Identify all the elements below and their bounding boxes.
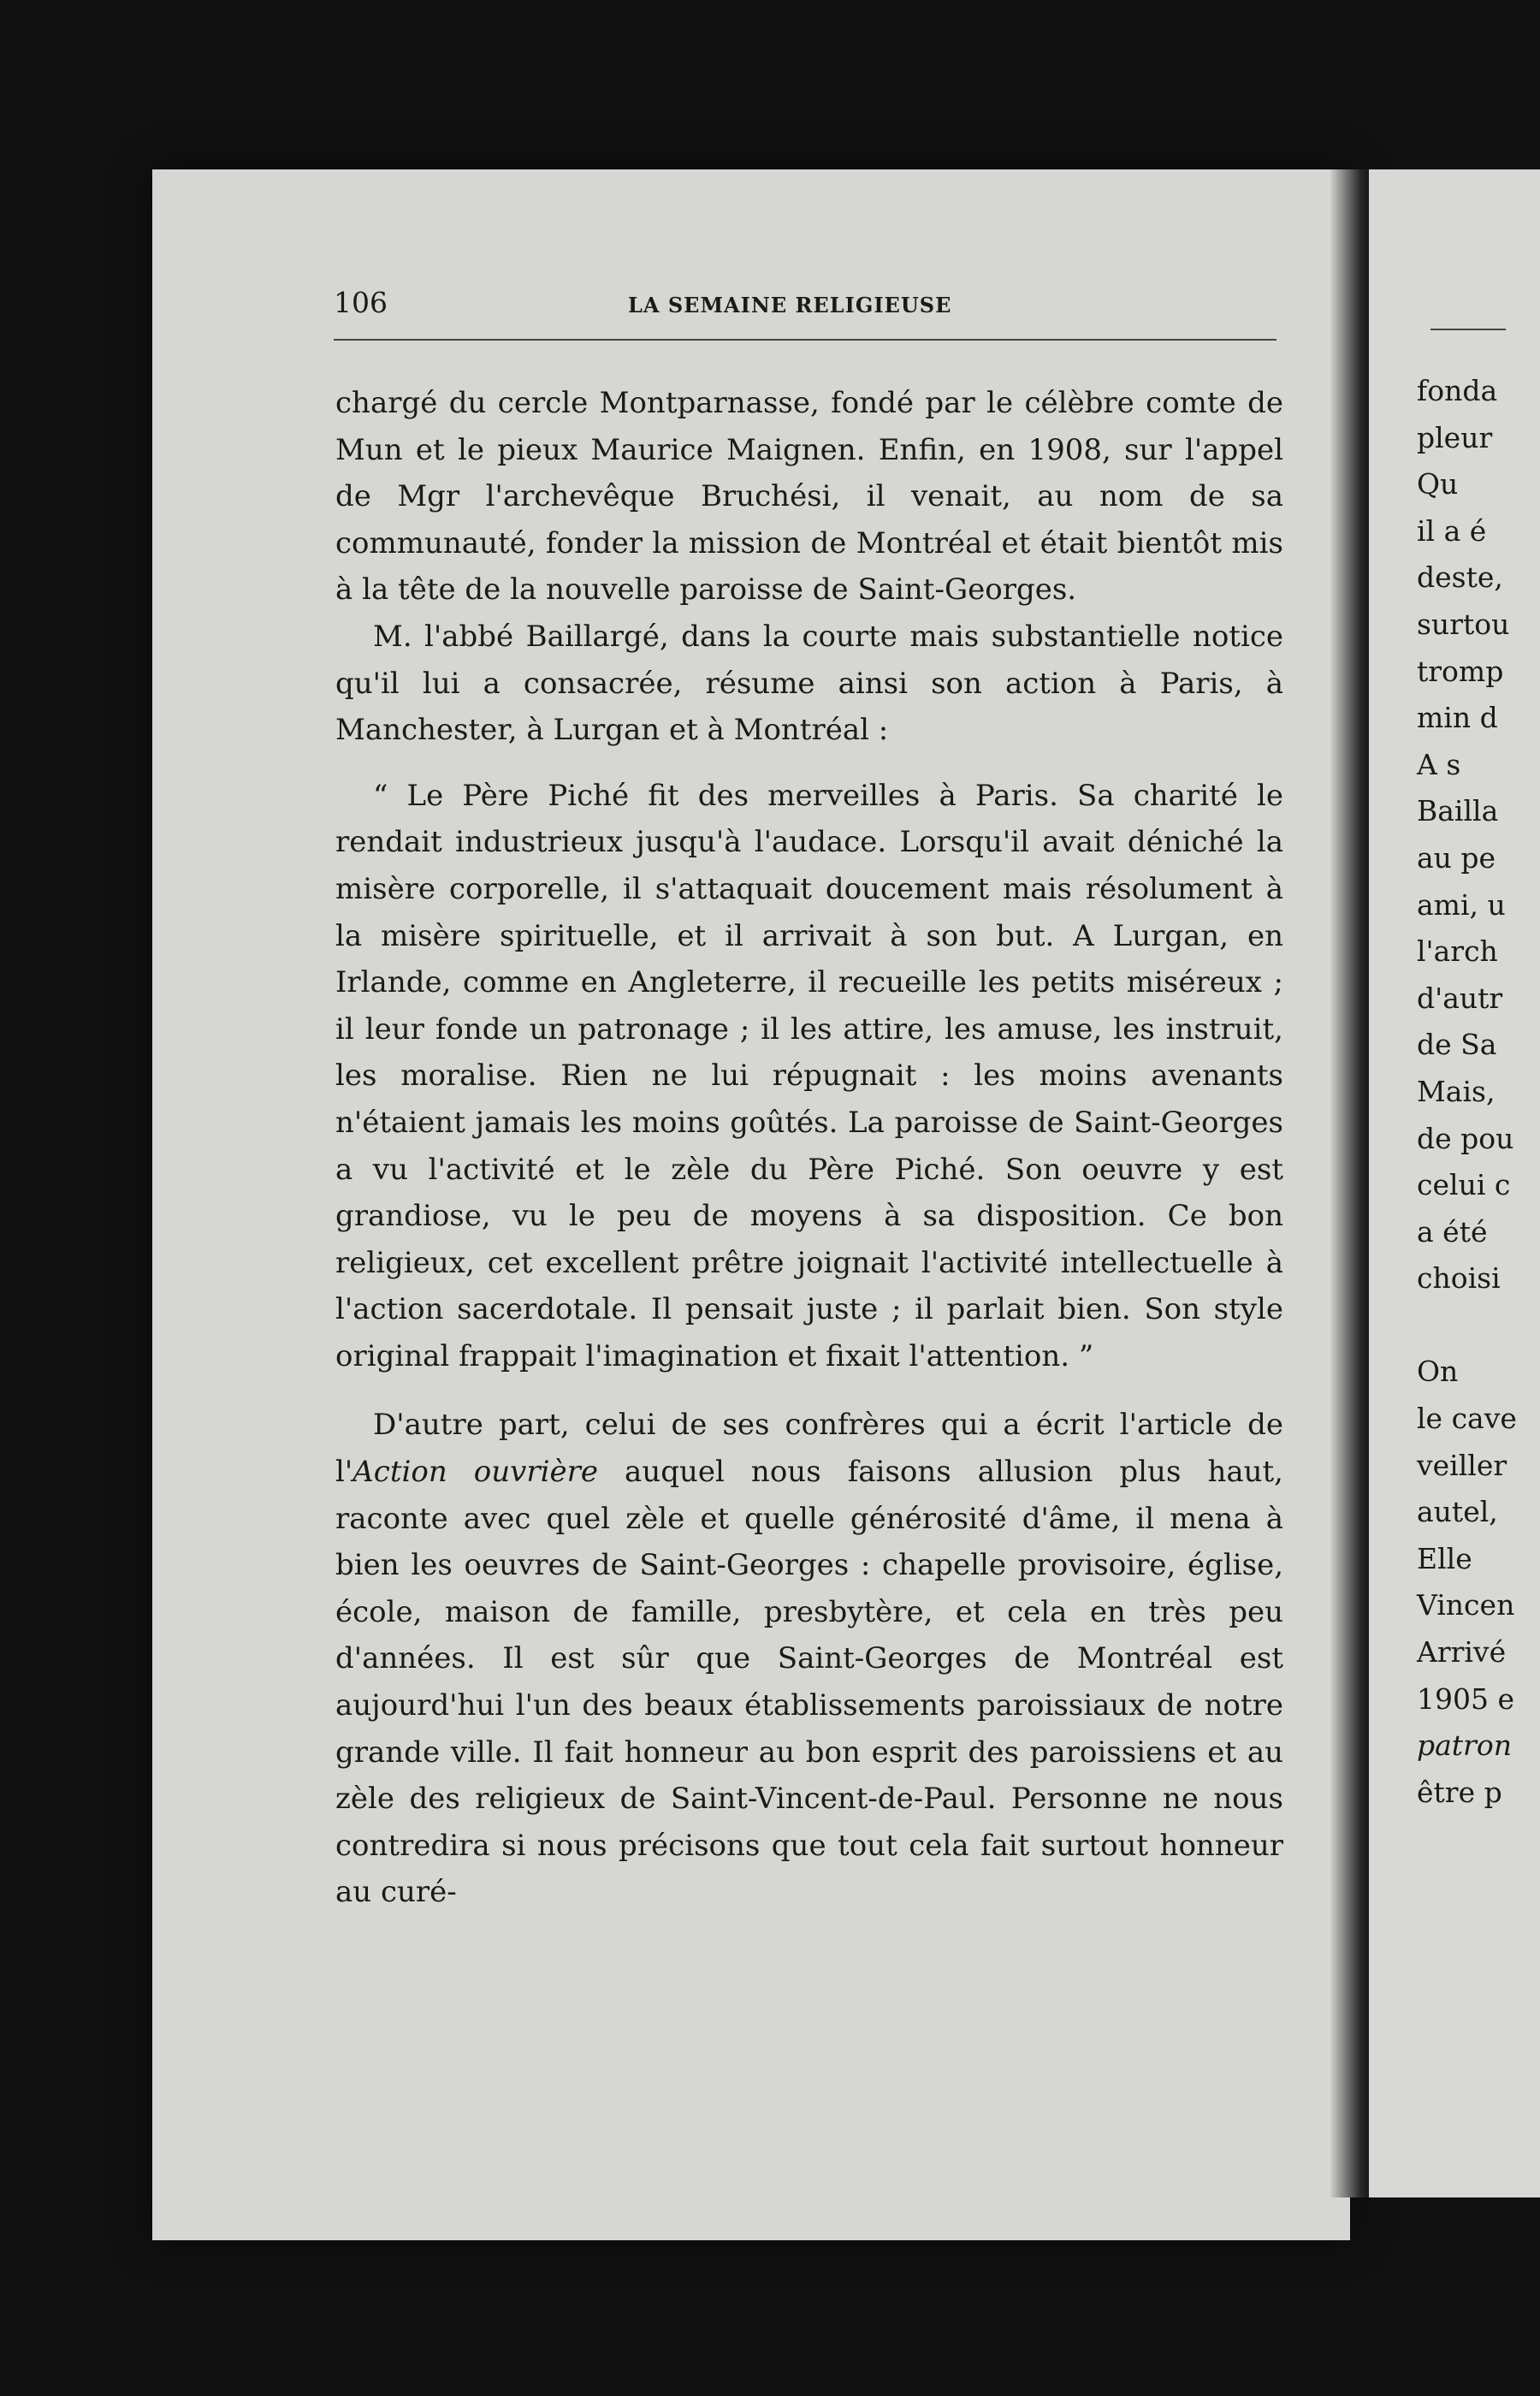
page-number: 106 — [334, 286, 388, 319]
right-page-line: le cave — [1417, 1402, 1517, 1436]
paragraph-4 — [335, 1402, 1283, 1916]
right-page-line: a été — [1417, 1214, 1488, 1248]
right-page-line: fonda — [1417, 374, 1498, 407]
right-page-line: au pe — [1417, 840, 1496, 875]
right-page-line: min d — [1417, 701, 1498, 735]
right-page-line: choisi — [1417, 1261, 1501, 1296]
right-page-text-fragments — [1417, 368, 1517, 1816]
paragraph-4-start: D'autre part, celui de ses confrères qui a écrit l'article de l' — [335, 1408, 1283, 1490]
right-page-line: d'autr — [1417, 981, 1503, 1015]
right-page-line: Elle — [1417, 1541, 1472, 1575]
right-page-line: l'arch — [1417, 934, 1498, 969]
right-page-line: Mais, — [1417, 1074, 1496, 1108]
right-page-line: A s — [1417, 747, 1461, 781]
right-page-line: patron — [1417, 1729, 1512, 1763]
body-text — [335, 380, 1283, 1916]
right-page-line: Qu — [1417, 467, 1459, 501]
paragraph-4-italic-title: Action ouvrière — [352, 1455, 598, 1490]
right-page-line: celui c — [1417, 1168, 1511, 1202]
paragraph-2: M. l'abbé Baillargé, dans la courte mais substantielle notice qu'il lui a consacrée, résume ainsi son action à Paris, à Manchester, à Lurgan et à Montréal : — [335, 619, 1283, 748]
right-page-line: de pou — [1417, 1121, 1514, 1155]
right-page-line: de Sa — [1417, 1028, 1497, 1062]
right-page-line: être p — [1417, 1775, 1502, 1809]
quoted-paragraph: “ Le Père Piché fit des merveilles à Paris. Sa charité le rendait industrieux jusqu'à l'audace. Lorsqu'il avait déniché la misère corporelle, il s'attaquait doucement mais résolument à la misère spirituelle, et il arrivait à son but. A Lurgan, en Irlande, comme en Angleterre, il recueille les petits miséreux ; il leur fonde un patronage ; il les attire, les amuse, les instruit, les moralise. Rien ne lui répugnait : les moins avenants n'étaient jamais les moins goûtés. La paroisse de Saint-Georges a vu l'activité et le zèle du Père Piché. Son oeuvre y est grandiose, vu le peu de moyens à sa disposition. Ce bon religieux, cet excellent prêtre joignait l'activité intellectuelle à l'action sacerdotale. Il pensait juste ; il parlait bien. Son style original frappait l'imagination et fixait l'attention. ” — [335, 778, 1283, 1373]
page-header — [334, 286, 1275, 329]
right-page-line: il a é — [1417, 513, 1487, 548]
right-page-line: surtou — [1417, 607, 1510, 641]
paragraph-1: chargé du cercle Montparnasse, fondé par le célèbre comte de Mun et le pieux Maurice Maignen. Enfin, en 1908, sur l'appel de Mgr l'archevêque Bruchési, il venait, au nom de sa communauté, fonder la mission de Montréal et était bientôt mis à la tête de la nouvelle paroisse de Saint-Georges. — [335, 386, 1283, 608]
paragraph-4-end: auquel nous faisons allusion plus haut, raconte avec quel zèle et quelle générosité d'âme, il mena à bien les oeuvres de Saint-Georges : chapelle provisoire, église, école, maison de famille, presbytère, et cela en très peu d'années. Il est sûr que Saint-Georges de Montréal est aujourd'hui l'un des beaux établissements paroissiaux de notre grande ville. Il fait honneur au bon esprit des paroissiens et au zèle des religieux de Saint-Vincent-de-Paul. Personne ne nous contredira si nous précisons que tout cela fait surtout honneur au curé- — [335, 1455, 1283, 1910]
right-page-line: veiller — [1417, 1448, 1507, 1482]
right-page-line: On — [1417, 1355, 1459, 1389]
right-page-line: Bailla — [1417, 794, 1499, 828]
right-page-line: pleur — [1417, 420, 1493, 454]
header-rule — [334, 339, 1276, 341]
right-page-line — [1417, 1302, 1511, 1349]
right-page-line: Arrivé — [1417, 1635, 1507, 1669]
right-page-line: ami, u — [1417, 887, 1506, 922]
right-page-line: 1905 e — [1417, 1681, 1515, 1716]
right-page-line: autel, — [1417, 1495, 1498, 1529]
book-gutter — [1330, 169, 1373, 2197]
right-page-header-rule — [1430, 329, 1506, 330]
right-page-line: tromp — [1417, 654, 1504, 688]
right-page-line: Vincen — [1417, 1588, 1515, 1622]
running-title: LA SEMAINE RELIGIEUSE — [628, 293, 952, 317]
right-page-line: deste, — [1417, 560, 1503, 595]
